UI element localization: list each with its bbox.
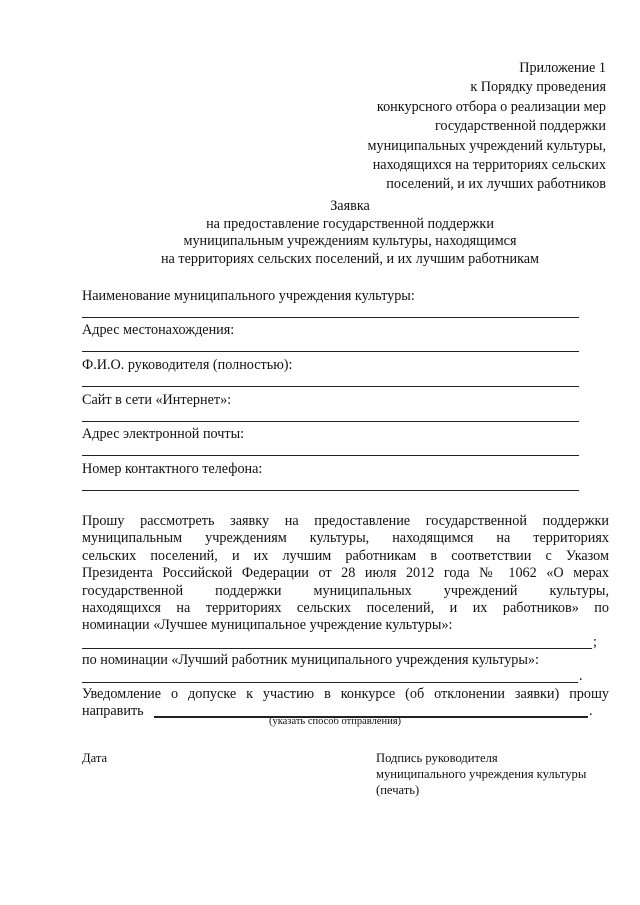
request-line: муниципальным учреждениям культуры, находящимся на территориях bbox=[82, 530, 609, 547]
notice-line2: направить bbox=[82, 703, 144, 719]
field-line-email[interactable] bbox=[82, 455, 579, 456]
annex-line: Приложение 1 bbox=[519, 60, 606, 76]
signature-line: (печать) bbox=[376, 783, 420, 797]
field-label-email: Адрес электронной почты: bbox=[82, 426, 245, 442]
request-line: сельских поселений, и их лучшим работникам в соответствии с Указом bbox=[82, 547, 609, 564]
field-line-institution-name[interactable] bbox=[82, 317, 579, 318]
request-line: государственной поддержки муниципальных учреждений культуры, bbox=[82, 582, 609, 599]
notice-period: . bbox=[589, 703, 593, 719]
title-line: Заявка bbox=[330, 198, 370, 214]
signature-line: Подпись руководителя bbox=[376, 751, 498, 765]
signature-block bbox=[376, 750, 586, 798]
field-line-director-name[interactable] bbox=[82, 386, 579, 387]
annex-header bbox=[368, 59, 607, 195]
title-line: муниципальным учреждениям культуры, находящимся bbox=[183, 233, 517, 249]
field-label-website: Сайт в сети «Интернет»: bbox=[82, 392, 232, 408]
annex-line: находящихся на территориях сельских bbox=[372, 157, 606, 174]
request-line: находящихся на территориях сельских поселений, и их работников» по bbox=[82, 600, 609, 617]
request-line: номинации «Лучшее муниципальное учреждение культуры»: bbox=[82, 617, 453, 634]
field-label-director-name: Ф.И.О. руководителя (полностью): bbox=[82, 357, 293, 373]
field-label-phone: Номер контактного телефона: bbox=[82, 461, 263, 477]
annex-line: к Порядку проведения bbox=[470, 79, 606, 96]
title-line: на территориях сельских поселений, и их лучшим работникам bbox=[160, 250, 540, 267]
field-line-website[interactable] bbox=[82, 421, 579, 422]
annex-line: муниципальных учреждений культуры, bbox=[367, 137, 606, 154]
signature-line: муниципального учреждения культуры bbox=[376, 767, 587, 781]
document-title bbox=[140, 198, 560, 268]
notice-line1: Уведомление о допуске к участию в конкурсе (об отклонении заявки) прошу bbox=[82, 686, 609, 702]
nomination2-label: по номинации «Лучший работник муниципального учреждения культуры»: bbox=[82, 652, 539, 668]
delivery-method-hint: (указать способ отправления) bbox=[268, 716, 402, 727]
request-line: Президента Российской Федерации от 28 июля 2012 года № 1062 «О мерах bbox=[82, 565, 609, 582]
annex-line: поселений, и их лучших работников bbox=[386, 176, 606, 193]
field-label-address: Адрес местонахождения: bbox=[82, 322, 235, 338]
nomination1-line[interactable] bbox=[82, 648, 592, 649]
annex-line: конкурсного отбора о реализации мер bbox=[376, 98, 606, 115]
request-line: Прошу рассмотреть заявку на предоставление государственной поддержки bbox=[82, 513, 609, 529]
period: . bbox=[579, 668, 583, 684]
annex-line: государственной поддержки bbox=[434, 118, 606, 135]
nomination2-line[interactable] bbox=[82, 682, 578, 683]
request-paragraph bbox=[82, 513, 609, 635]
field-line-address[interactable] bbox=[82, 351, 579, 352]
field-line-phone[interactable] bbox=[82, 490, 579, 491]
field-label-institution-name: Наименование муниципального учреждения культуры: bbox=[82, 288, 415, 304]
title-line: на предоставление государственной поддержки bbox=[206, 215, 494, 232]
semicolon: ; bbox=[593, 634, 597, 650]
date-label: Дата bbox=[82, 751, 108, 765]
